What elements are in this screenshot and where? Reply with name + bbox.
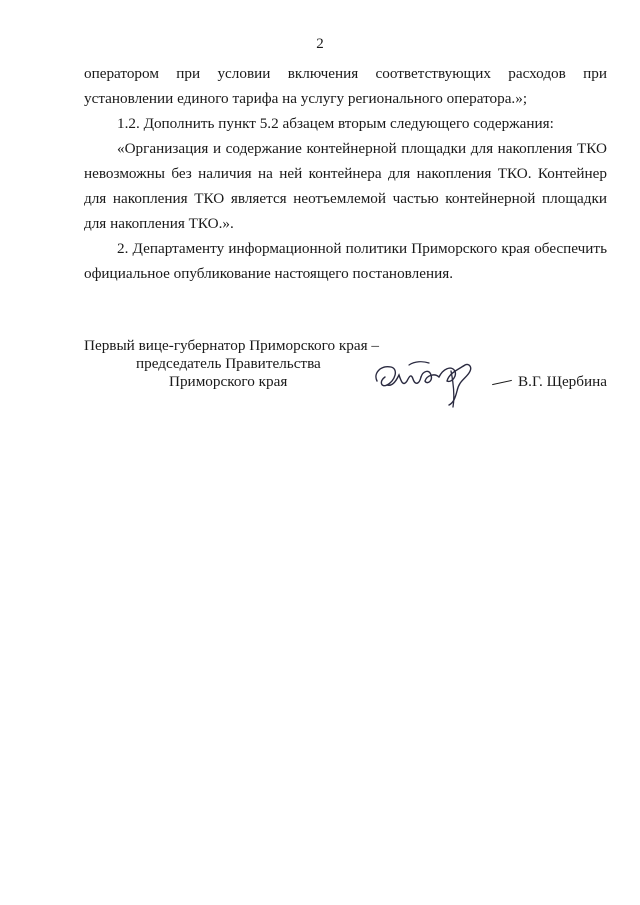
signatory-name-line xyxy=(492,373,607,391)
signatory-title-line-3: Приморского края xyxy=(169,373,288,390)
signatory-title-line-1: Первый вице-губернатор Приморского края – xyxy=(84,337,379,354)
handwritten-signature-icon xyxy=(369,351,489,411)
dash-mark xyxy=(492,380,512,385)
signatory-name: В.Г. Щербина xyxy=(518,373,607,390)
paragraph-continuation: оператором при условии включения соответствующих расходов при установлении единого тарифа на услугу регионального оператора.»; xyxy=(84,65,607,107)
document-body xyxy=(84,61,607,286)
signatory-title-line-2: председатель Правительства xyxy=(136,355,321,372)
page-number: 2 xyxy=(316,36,324,52)
paragraph-amendment-1-2: 1.2. Дополнить пункт 5.2 абзацем вторым следующего содержания: xyxy=(117,115,554,132)
paragraph-publication: 2. Департаменту информационной политики Приморского края обеспечить официальное опубликование настоящего постановления. xyxy=(84,240,607,282)
signature-block xyxy=(84,337,607,417)
paragraph-quoted-text: «Организация и содержание контейнерной площадки для накопления ТКО невозможны без наличия на ней контейнера для накопления ТКО. Контейнер для накопления ТКО является неотъемлемой частью контейнерной площадки для накопления ТКО.». xyxy=(84,140,607,232)
